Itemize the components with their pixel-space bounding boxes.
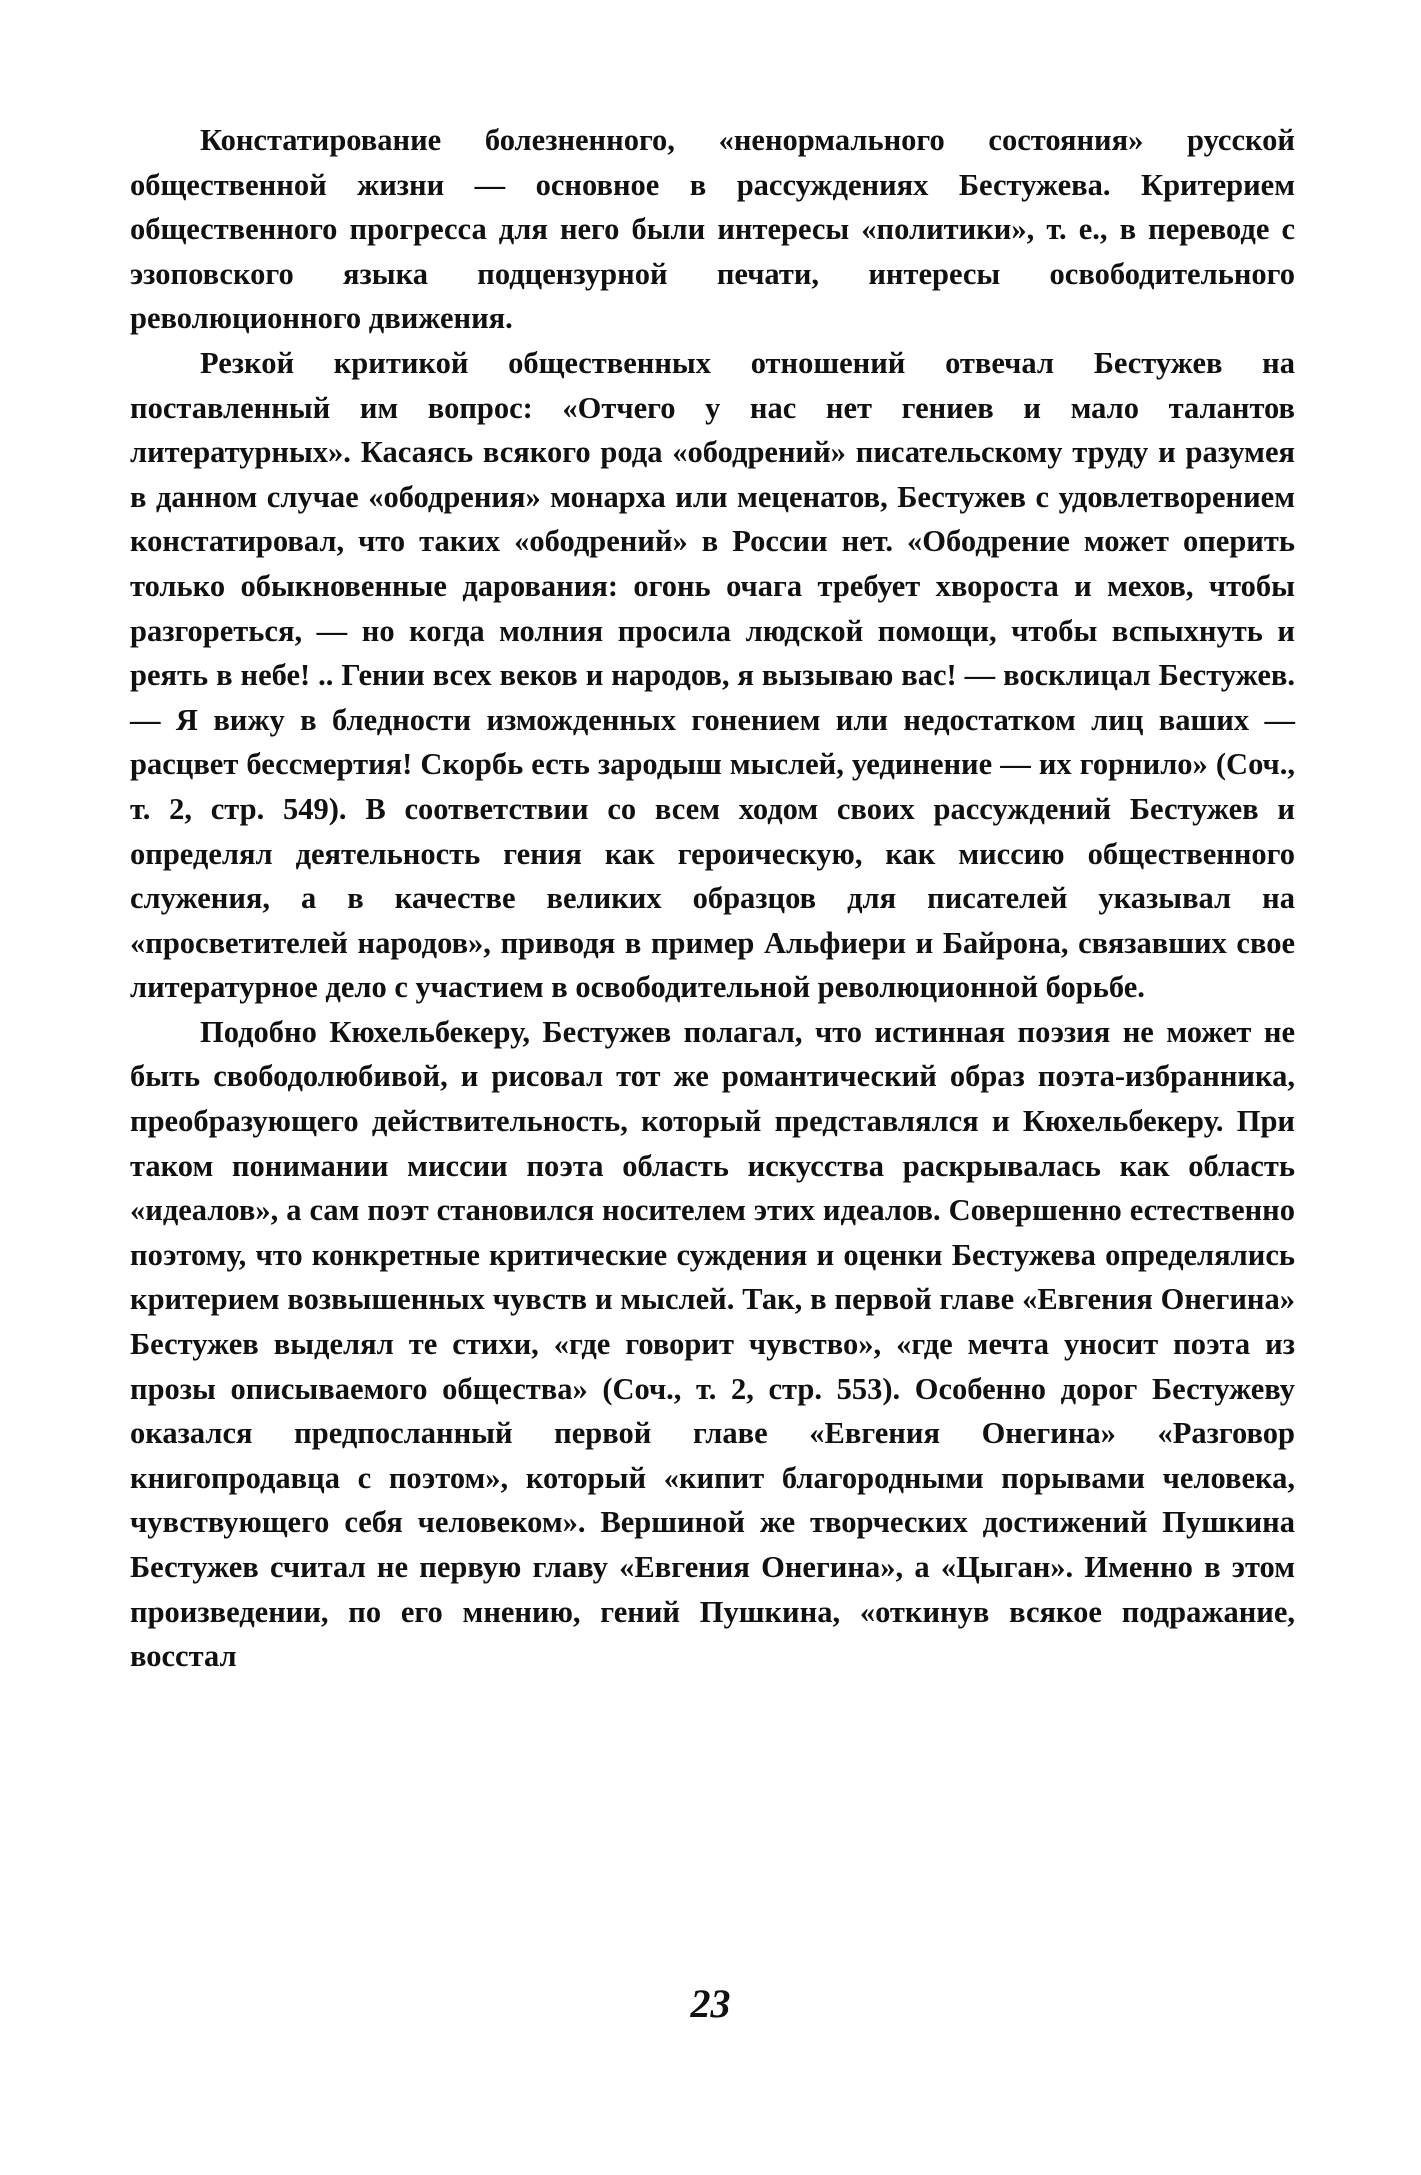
- page-number: 23: [690, 1981, 731, 2026]
- paragraph-1: Констатирование болезненного, «ненормального состояния» русской общественной жизни — основное в рассуждениях Бестужева. Критерием общественного прогресса для него были интересы «политики», т. е., в переводе с эзоповского языка подцензурной печати, интересы освободительного революционного движения.: [130, 123, 1295, 336]
- paragraph-2: Резкой критикой общественных отношений отвечал Бестужев на поставленный им вопрос: «Отчего у нас нет гениев и мало талантов литературных». Касаясь всякого рода «ободрений» писательскому труду и разумея в данном случае «ободрения» монарха или меценатов, Бестужев с удовлетворением констатировал, что таких «ободрений» в России нет. «Ободрение может оперить только обыкновенные дарования: огонь очага требует хвороста и мехов, чтобы разгореться, — но когда молния просила людской помощи, чтобы вспыхнуть и реять в небе! .. Гении всех веков и народов, я вызываю вас! — восклицал Бестужев. — Я вижу в бледности изможденных гонением или недостатком лиц ваших — расцвет бессмертия! Скорбь есть зародыш мыслей, уединение — их горнило» (Соч., т. 2, стр. 549). В соответствии со всем ходом своих рассуждений Бестужев и определял деятельность гения как героическую, как миссию общественного служения, а в качестве великих образцов для писателей указывал на «просветителей народов», приводя в пример Альфиери и Байрона, связавших свое литературное дело с участием в освободительной революционной борьбе.: [130, 345, 1295, 1005]
- paragraph-3: Подобно Кюхельбекеру, Бестужев полагал, что истинная поэзия не может не быть свободолюбивой, и рисовал тот же романтический образ поэта-избранника, преобразующего действительность, который представлялся и Кюхельбекеру. При таком понимании миссии поэта область искусства раскрывалась как область «идеалов», а сам поэт становился носителем этих идеалов. Совершенно естественно поэтому, что конкретные критические суждения и оценки Бестужева определялись критерием возвышенных чувств и мыслей. Так, в первой главе «Евгения Онегина» Бестужев выделял те стихи, «где говорит чувство», «где мечта уносит поэта из прозы описываемого общества» (Соч., т. 2, стр. 553). Особенно дорог Бестужеву оказался предпосланный первой главе «Евгения Онегина» «Разговор книгопродавца с поэтом», который «кипит благородными порывами человека, чувствующего себя человеком». Вершиной же творческих достижений Пушкина Бестужев считал не первую главу «Евгения Онегина», а «Цыган». Именно в этом произведении, по его мнению, гений Пушкина, «откинув всякое подражание, восстал: [130, 1014, 1295, 1674]
- body-text: [130, 118, 1295, 1679]
